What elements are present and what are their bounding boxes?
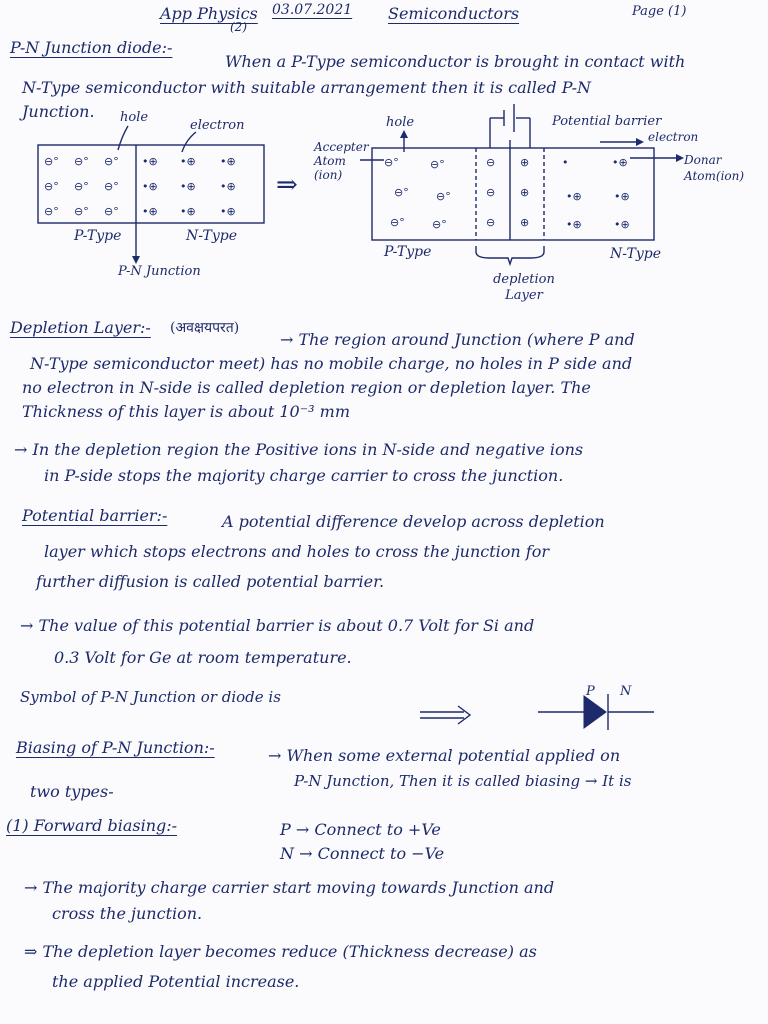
svg-text:⊖°: ⊖° — [74, 205, 89, 218]
barrier-line4: → The value of this potential barrier is about 0.7 Volt for Si and — [20, 616, 535, 635]
biasing-line1: → When some external potential applied on — [268, 746, 621, 765]
right-p-label: P-Type — [384, 244, 432, 260]
diode-triangle-icon — [584, 696, 606, 728]
svg-text:•⊕: •⊕ — [220, 155, 236, 168]
svg-text:•⊕: •⊕ — [612, 156, 628, 169]
svg-text:⊖°: ⊖° — [104, 155, 119, 168]
svg-text:⊖°: ⊖° — [44, 205, 59, 218]
svg-text:⊖: ⊖ — [486, 216, 496, 229]
right-electron-label: electron — [648, 130, 699, 144]
svg-text:•⊕: •⊕ — [180, 155, 196, 168]
depletion-layer-label: depletion Layer — [493, 272, 555, 303]
svg-text:•⊕: •⊕ — [566, 190, 582, 203]
depletion-hindi: (अवक्षयपरत) — [170, 320, 240, 336]
left-junction-label: P-N Junction — [118, 264, 201, 279]
svg-text:⊖°: ⊖° — [390, 216, 405, 229]
svg-text:⊕: ⊕ — [520, 186, 530, 199]
svg-text:•⊕: •⊕ — [180, 205, 196, 218]
forward-n-rule: N → Connect to −Ve — [280, 844, 445, 863]
forward-p-rule: P → Connect to +Ve — [280, 820, 441, 839]
svg-text:•⊕: •⊕ — [220, 205, 236, 218]
depletion-heading: Depletion Layer:- — [10, 318, 151, 337]
svg-text:⊖°: ⊖° — [74, 155, 89, 168]
pn-heading: P-N Junction diode:- — [10, 38, 173, 57]
svg-text:⊖°: ⊖° — [436, 190, 451, 203]
pn-line3: Junction. — [22, 102, 95, 121]
left-n-label: N-Type — [186, 228, 237, 244]
svg-text:⊖°: ⊖° — [44, 180, 59, 193]
header-date: 03.07.2021 — [272, 2, 353, 18]
barrier-heading: Potential barrier:- — [22, 506, 168, 525]
barrier-line3: further diffusion is called potential barrier. — [36, 572, 385, 591]
diode-n-label: N — [620, 684, 632, 699]
depletion-line2: N-Type semiconductor meet) has no mobile charge, no holes in P side and — [30, 354, 633, 373]
forward-line2: cross the junction. — [52, 904, 203, 923]
svg-text:•⊕: •⊕ — [220, 180, 236, 193]
left-hole-label: hole — [120, 110, 149, 125]
depletion-line1: → The region around Junction (where P and — [280, 330, 635, 349]
depletion-line4: Thickness of this layer is about 10⁻³ mm — [22, 402, 351, 421]
svg-text:•⊕: •⊕ — [142, 180, 158, 193]
diode-p-label: P — [586, 684, 595, 699]
svg-text:⊕: ⊕ — [520, 156, 530, 169]
depletion-line5: → In the depletion region the Positive ions in N-side and negative ions — [14, 440, 584, 459]
left-p-label: P-Type — [74, 228, 122, 244]
svg-text:•⊕: •⊕ — [180, 180, 196, 193]
depletion-line6: in P-side stops the majority charge carrier to cross the junction. — [44, 466, 564, 485]
right-hole-label: hole — [386, 115, 415, 130]
acceptor-label: Accepter Atom (ion) — [314, 140, 369, 182]
barrier-line5: 0.3 Volt for Ge at room temperature. — [54, 648, 352, 667]
barrier-line1: A potential difference develop across depletion — [222, 512, 605, 531]
biasing-line2: P-N Junction, Then it is called biasing → It is — [294, 772, 632, 790]
forward-heading: (1) Forward biasing:- — [6, 816, 178, 835]
left-electron-label: electron — [190, 118, 245, 133]
header-subject: App Physics — [160, 4, 258, 23]
donor-label: Donar Atom(ion) — [684, 153, 745, 183]
svg-text:⊖°: ⊖° — [104, 180, 119, 193]
svg-text:•⊕: •⊕ — [142, 155, 158, 168]
svg-text:⊕: ⊕ — [520, 216, 530, 229]
svg-text:•⊕: •⊕ — [614, 218, 630, 231]
implies-arrow-icon: ⇒ — [276, 170, 298, 200]
implies-arrow-icon — [458, 706, 470, 724]
svg-text:⊖°: ⊖° — [432, 218, 447, 231]
forward-line1: → The majority charge carrier start moving towards Junction and — [24, 878, 555, 897]
pn-line1: When a P-Type semiconductor is brought in contact with — [225, 52, 686, 71]
svg-text:•⊕: •⊕ — [614, 190, 630, 203]
svg-text:⊖°: ⊖° — [44, 155, 59, 168]
svg-text:⊖°: ⊖° — [74, 180, 89, 193]
symbol-text: Symbol of P-N Junction or diode is — [20, 688, 281, 706]
svg-text:⊖°: ⊖° — [430, 158, 445, 171]
header-unit: (2) — [230, 20, 247, 34]
barrier-line2: layer which stops electrons and holes to cross the junction for — [44, 542, 549, 561]
pn-line2: N-Type semiconductor with suitable arrangement then it is called P-N — [22, 78, 591, 97]
right-n-label: N-Type — [610, 246, 661, 262]
svg-text:⊖: ⊖ — [486, 156, 496, 169]
right-barrier-label: Potential barrier — [552, 114, 662, 129]
depletion-line3: no electron in N-side is called depletion region or depletion layer. The — [22, 378, 591, 397]
svg-text:•: • — [562, 156, 569, 169]
svg-text:⊖°: ⊖° — [104, 205, 119, 218]
forward-line4: the applied Potential increase. — [52, 972, 300, 991]
forward-line3: ⇒ The depletion layer becomes reduce (Thickness decrease) as — [24, 942, 537, 961]
svg-text:•⊕: •⊕ — [142, 205, 158, 218]
svg-text:⊖: ⊖ — [486, 186, 496, 199]
header-page: Page (1) — [632, 4, 687, 19]
svg-text:⊖°: ⊖° — [394, 186, 409, 199]
svg-text:•⊕: •⊕ — [566, 218, 582, 231]
biasing-heading: Biasing of P-N Junction:- — [16, 738, 215, 757]
biasing-line3: two types- — [30, 782, 114, 801]
svg-text:⊖°: ⊖° — [384, 156, 399, 169]
header-topic: Semiconductors — [388, 4, 520, 23]
